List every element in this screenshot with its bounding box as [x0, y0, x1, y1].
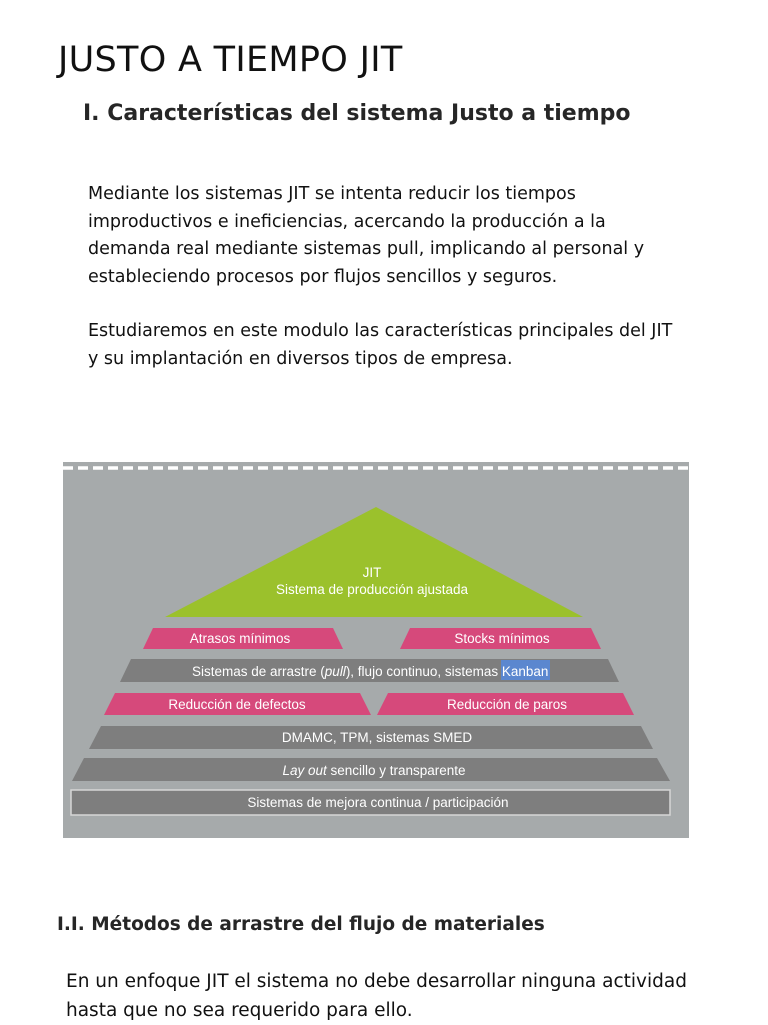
roof-label-jit: JIT: [362, 565, 382, 580]
tier6-label: Sistemas de mejora continua / participación: [247, 795, 509, 810]
tier3-left-label: Reducción de defectos: [168, 697, 306, 712]
section-heading-characteristics: I. Características del sistema Justo a tiempo: [83, 101, 631, 126]
jit-house-diagram: [63, 462, 689, 838]
module-paragraph: Estudiaremos en este modulo las características principales del JIT y su implantación en diversos tipos de empresa.: [88, 321, 673, 369]
intro-paragraph: Mediante los sistemas JIT se intenta reducir los tiempos improductivos e ineficiencias, acercando la producción a la demanda real mediante sistemas pull, implicando al personal y estableciendo procesos por flujos sencillos y seguros.: [88, 184, 645, 287]
roof-triangle: [165, 507, 583, 617]
tier4-label: DMAMC, TPM, sistemas SMED: [281, 730, 473, 745]
page-title: JUSTO A TIEMPO JIT: [58, 40, 403, 80]
jit-house-svg: [63, 462, 689, 838]
tier2-label: Sistemas de arrastre (pull), flujo continuo, sistemas Kanban: [192, 664, 549, 679]
tier1-right-label: Stocks mínimos: [454, 631, 550, 646]
section-heading-methods: I.I. Métodos de arrastre del flujo de materiales: [57, 914, 545, 935]
roof-label-subtitle: Sistema de producción ajustada: [275, 582, 469, 597]
jit-approach-paragraph: En un enfoque JIT el sistema no debe desarrollar ninguna actividad hasta que no sea requerido para ello.: [66, 971, 687, 1021]
tier3-right-label: Reducción de paros: [446, 697, 568, 712]
tier1-left-label: Atrasos mínimos: [189, 631, 291, 646]
tier5-label: Lay out sencillo y transparente: [282, 763, 466, 778]
